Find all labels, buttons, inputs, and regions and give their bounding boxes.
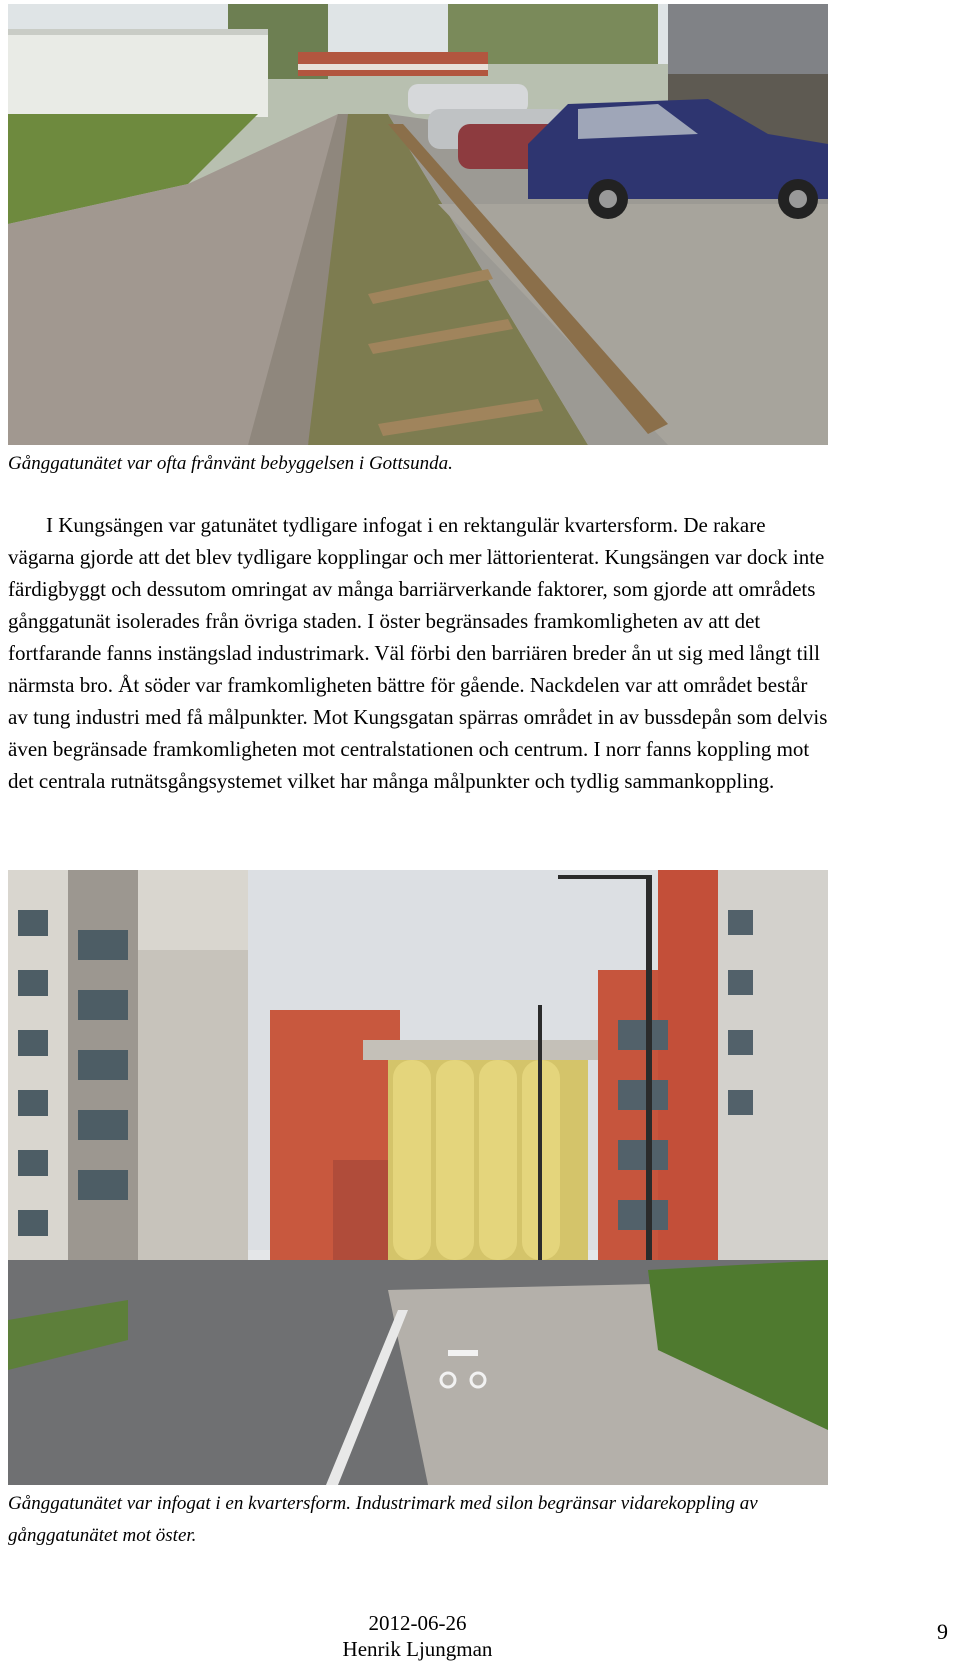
footer-author: Henrik Ljungman — [342, 1637, 493, 1661]
photo-street-silo — [8, 870, 828, 1485]
footer-date: 2012-06-26 — [368, 1611, 467, 1635]
paragraph-text: I Kungsängen var gatunätet tydligare infogat i en rektangulär kvartersform. De rakare vägarna gjorde att det blev tydligare kopplingar och mer lättorienterat. Kungsängen var dock inte färdigbyggt och dessutom omringat av många barriärverkande faktorer, som gjorde att områdets gånggatunät isolerades från övriga staden. I öster begränsades framkomligheten av att det fortfarande fanns instängslad industrimark. Väl förbi den barriären breder ån ut sig med långt till närmsta bro. Åt söder var framkomligheten bättre för gående. Nackdelen var att området består av tung industri med få målpunkter. Mot Kungsgatan spärras området in av bussdepån som delvis även begränsade framkomligheten mot centralstationen och centrum. I norr fanns koppling mot det centrala rutnätsgångsystemet vilket har många målpunkter och tydlig sammankoppling. — [8, 513, 828, 793]
photo-footpath-parking — [8, 4, 828, 445]
page-footer — [0, 1610, 835, 1662]
figure-caption: Gånggatunätet var infogat i en kvartersform. Industrimark med silon begränsar vidarekoppling av gånggatunätet mot öster. — [8, 1493, 758, 1546]
figure-caption: Gånggatunätet var ofta frånvänt bebyggelsen i Gottsunda. — [8, 453, 453, 474]
page-number: 9 — [937, 1619, 948, 1644]
body-paragraph — [8, 509, 828, 797]
